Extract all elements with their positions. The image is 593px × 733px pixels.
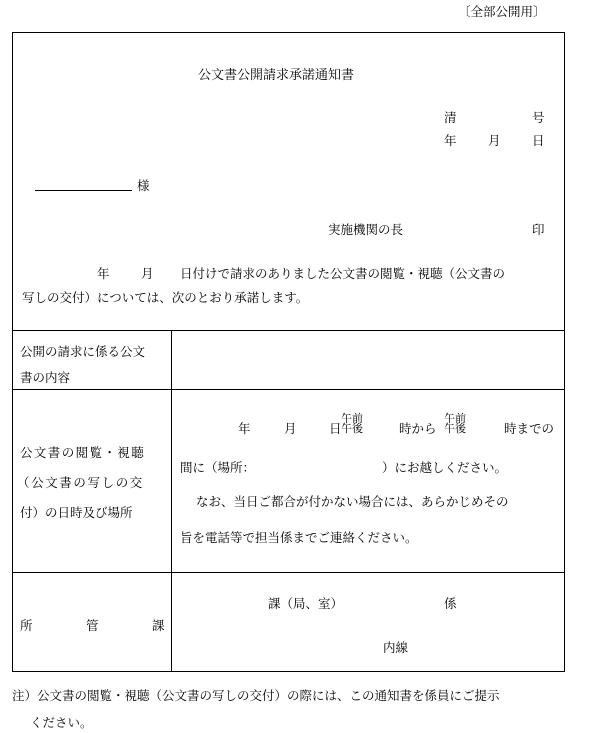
- footnote-line1: 注）公文書の閲覧・視聴（公文書の写しの交付）の際には、この通知書を係員にご提示: [12, 688, 500, 703]
- document-number-prefix: 清: [444, 110, 457, 125]
- addressee-line: [35, 190, 132, 191]
- section-label: 課（局、室）: [268, 596, 344, 611]
- ampm-stack-start: [341, 414, 363, 434]
- row2-month: 月: [284, 421, 297, 436]
- pm-label: 午後: [341, 422, 363, 435]
- time-until: 時までの: [504, 421, 555, 436]
- intro-text-line1: 日付けで請求のありました公文書の閲覧・視聴（公文書の: [180, 266, 506, 281]
- place-prefix: 間に（場所：: [180, 460, 256, 475]
- pm-label: 午後: [444, 422, 466, 435]
- intro-year: 年: [97, 266, 110, 281]
- intro-month: 月: [141, 266, 154, 281]
- date-day: 日: [532, 133, 545, 148]
- row3-label-char3: 課: [152, 618, 165, 633]
- subsection-label: 係: [444, 596, 457, 611]
- intro-text-line2: 写しの交付）については、次のとおり承諾します。: [22, 290, 309, 305]
- document-number-suffix: 号: [532, 110, 545, 125]
- addressee-suffix: 様: [137, 178, 150, 193]
- divider: [12, 572, 565, 573]
- time-from: 時から: [399, 421, 437, 436]
- footnote-line2: ください。: [30, 715, 93, 730]
- divider: [12, 389, 565, 390]
- column-divider: [171, 330, 172, 672]
- date-year: 年: [444, 133, 457, 148]
- ampm-stack-end: [444, 414, 466, 434]
- sender: 実施機関の長: [328, 222, 404, 237]
- notice-line1: なお、当日ご都合が付かない場合には、あらかじめその: [196, 494, 509, 509]
- row2-year: 年: [238, 421, 251, 436]
- row3-label-char2: 管: [86, 618, 99, 633]
- extension-label: 内線: [383, 640, 409, 655]
- row2-label-line1: 公文書の閲覧・視聴: [20, 445, 146, 460]
- row2-label-line2: （公文書の写しの交: [17, 475, 144, 490]
- row2-day: 日: [329, 421, 342, 436]
- date-month: 月: [488, 133, 501, 148]
- seal-mark: 印: [532, 222, 545, 237]
- row1-label-line2: 書の内容: [20, 370, 71, 385]
- row1-label-line1: 公開の請求に係る公文: [20, 344, 146, 359]
- document-title: 公文書公開請求承諾通知書: [198, 68, 355, 83]
- am-label: 午前: [444, 412, 466, 425]
- notice-line2: 旨を電話等で担当係までご連絡ください。: [180, 530, 418, 545]
- divider: [12, 330, 565, 331]
- row3-label-char1: 所: [20, 618, 33, 633]
- row2-label-line3: 付）の日時及び場所: [20, 505, 133, 520]
- disclosure-label: 〔全部公開用〕: [458, 4, 546, 19]
- am-label: 午前: [341, 412, 363, 425]
- place-suffix: ）にお越しください。: [382, 460, 508, 475]
